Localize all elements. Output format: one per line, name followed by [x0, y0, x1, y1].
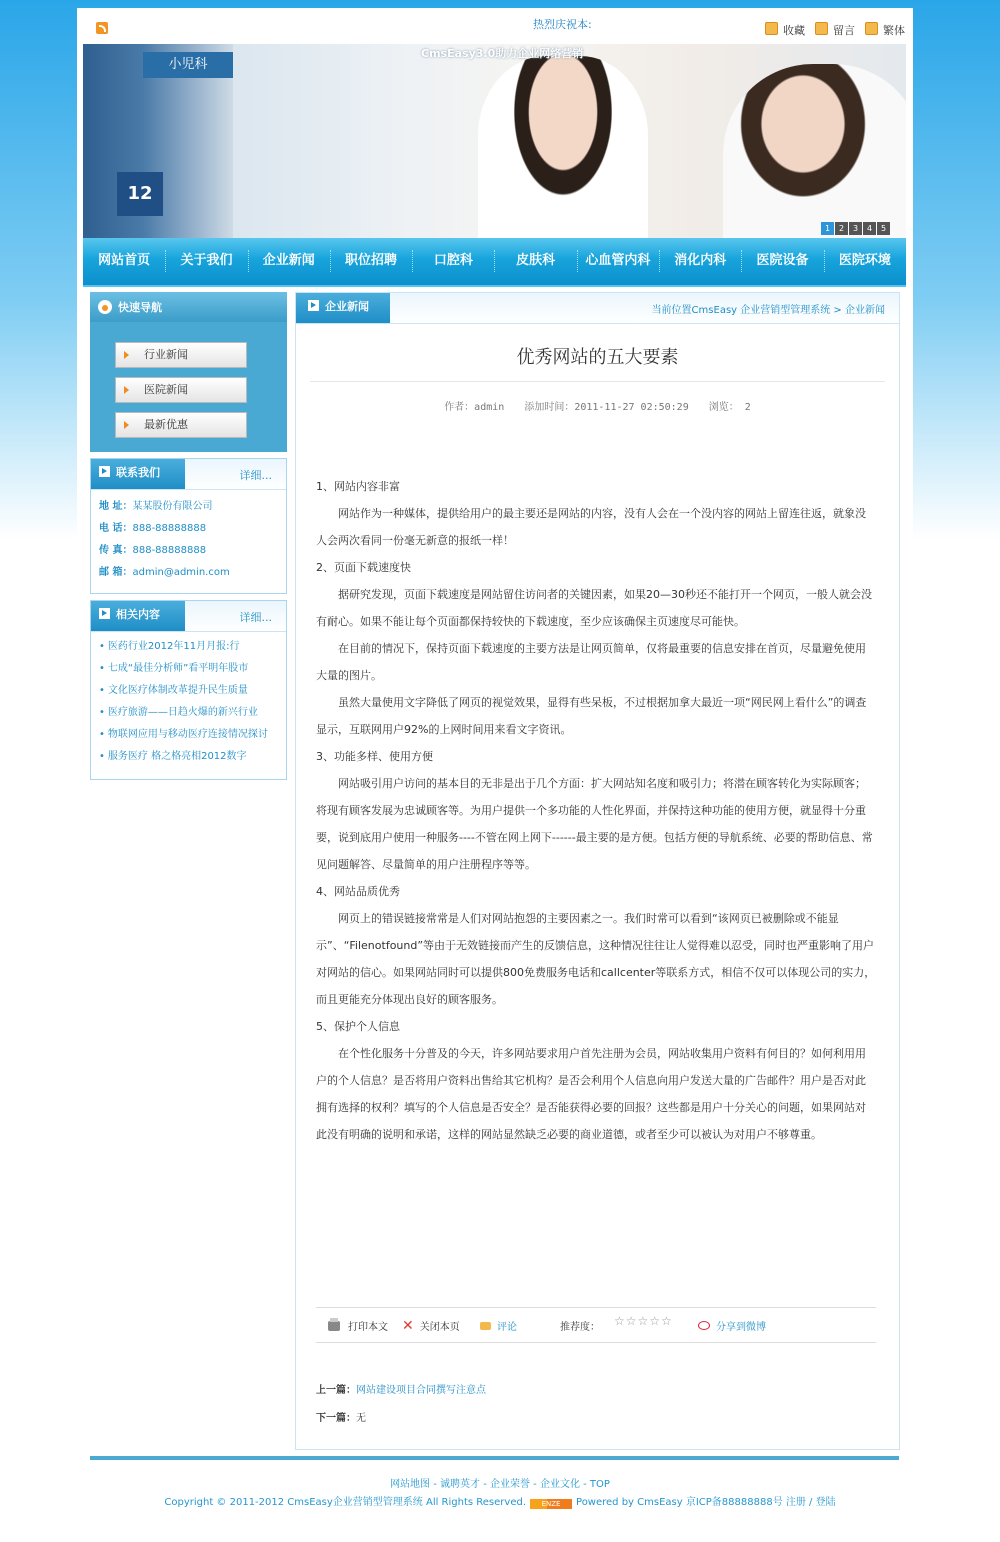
- banner-room-number: 12: [117, 172, 163, 216]
- article-author: 作者：admin: [444, 402, 505, 413]
- quick-nav-offers[interactable]: 最新优惠: [115, 412, 247, 438]
- related-item[interactable]: • 七成“最佳分析师”看平明年股市: [99, 658, 278, 680]
- nav-dental[interactable]: 口腔科: [412, 238, 494, 285]
- pager-dot-1[interactable]: 1: [821, 222, 834, 235]
- top-links: [765, 22, 905, 38]
- footer-divider: [90, 1456, 899, 1460]
- nav-home[interactable]: 网站首页: [98, 253, 151, 268]
- article-section-heading: 1、网站内容非富: [316, 480, 400, 493]
- comment-icon: [480, 1322, 491, 1330]
- bookmark-icon: [765, 22, 778, 35]
- bookmark-link[interactable]: 收藏: [765, 22, 805, 38]
- prev-article: 上一篇：网站建设项目合同撰写注意点: [316, 1385, 486, 1396]
- footer-links[interactable]: 网站地图 - 诚聘英才 - 企业荣誉 - 企业文化 - TOP: [390, 1479, 610, 1490]
- nav-cardiology[interactable]: 心血管内科: [577, 238, 659, 285]
- related-item[interactable]: • 医疗旅游——日趋火爆的新兴行业: [99, 702, 278, 724]
- article-panel: [295, 292, 900, 1450]
- comment-button[interactable]: 评论: [480, 1318, 517, 1333]
- pager-dot-2[interactable]: 2: [835, 222, 848, 235]
- contact-more-link[interactable]: 详细...: [239, 469, 272, 482]
- article-title: 优秀网站的五大要素: [310, 343, 885, 382]
- footer: [0, 1476, 1000, 1512]
- close-page-button[interactable]: ✕ 关闭本页: [402, 1317, 460, 1334]
- contact-email: 邮 箱：admin@admin.com: [99, 567, 230, 578]
- enze-badge[interactable]: ENZE: [530, 1499, 572, 1509]
- related-tab: 相关内容: [91, 601, 185, 631]
- powered-text[interactable]: Powered by CmsEasy 京ICP备88888888号 注册 / 登陆: [576, 1497, 836, 1508]
- arrow-icon: [99, 466, 110, 477]
- arrow-icon: [99, 608, 110, 619]
- contact-tab: 联系我们: [91, 459, 185, 489]
- quick-nav-title: 快速导航: [118, 301, 162, 314]
- related-more-link[interactable]: 详细...: [239, 611, 272, 624]
- quick-nav-industry-news[interactable]: 行业新闻: [115, 342, 247, 368]
- traditional-icon: [865, 22, 878, 35]
- prev-next: [316, 1377, 486, 1433]
- share-weibo-button[interactable]: 分享到微博: [698, 1318, 766, 1333]
- article-section-heading: 3、功能多样、使用方便: [316, 750, 433, 763]
- article-section-heading: 5、保护个人信息: [316, 1020, 400, 1033]
- contact-box: [90, 458, 287, 594]
- traditional-chinese-link[interactable]: 繁体: [865, 22, 905, 38]
- next-article: 下一篇：无: [316, 1413, 366, 1424]
- quick-nav-icon: [98, 300, 112, 314]
- article-tab: 企业新闻: [296, 293, 390, 323]
- contact-fax: 传 真：888-88888888: [99, 545, 207, 556]
- article-paragraph: 虽然大量使用文字降低了网页的视觉效果，显得有些呆板，不过根据加拿大最近一项“网民网上看什么”的调查显示，互联网用户92%的上网时间用来看文字资讯。: [316, 696, 867, 736]
- rating-label: 推荐度：: [560, 1322, 600, 1333]
- contact-header: [91, 459, 286, 490]
- related-item[interactable]: • 医药行业2012年11月月报:行: [99, 636, 278, 658]
- pager-dot-3[interactable]: 3: [849, 222, 862, 235]
- message-link[interactable]: 留言: [815, 22, 855, 38]
- nav-gastro[interactable]: 消化内科: [659, 238, 741, 285]
- related-list: [91, 632, 286, 772]
- prev-article-link[interactable]: 网站建设项目合同撰写注意点: [356, 1385, 486, 1396]
- contact-address: 地 址：某某股份有限公司: [99, 501, 213, 512]
- print-button[interactable]: 打印本文: [328, 1318, 388, 1333]
- contact-phone: 电 话：888-88888888: [99, 523, 207, 534]
- printer-icon: [328, 1321, 340, 1331]
- article-paragraph: 网站作为一种媒体，提供给用户的最主要还是网站的内容，没有人会在一个没内容的网站上留连往返，就象没人会两次看同一份毫无新意的报纸一样！: [316, 507, 866, 547]
- weibo-icon: [698, 1321, 710, 1330]
- copyright-text: Copyright © 2011-2012 CmsEasy企业营销型管理系统 All Rights Reserved.: [164, 1497, 527, 1508]
- article-date: 添加时间：2011-11-27 02:50:29: [524, 402, 689, 413]
- arrow-right-icon: [124, 386, 129, 394]
- arrow-right-icon: [124, 421, 129, 429]
- footer-copyright-line: [0, 1494, 1000, 1512]
- article-section-heading: 2、页面下载速度快: [316, 561, 411, 574]
- pager-dot-5[interactable]: 5: [877, 222, 890, 235]
- related-header: [91, 601, 286, 632]
- article-paragraph: 在个性化服务十分普及的今天，许多网站要求用户首先注册为会员，网站收集用户资料有何目的？如何利用用户的个人信息？是否将用户资料出售给其它机构？是否会利用个人信息向用户发送大量的广告邮件？用户是否对此拥有选择的权利？填写的个人信息是否安全？是否能获得必要的回报？这些都是用户十分关心的问题，如果网站对此没有明确的说明和承诺，这样的网站显然缺乏必要的商业道德，或者至少可以被认为对用户不够尊重。: [316, 1047, 866, 1141]
- banner-sign: 小児科: [143, 52, 233, 78]
- breadcrumb[interactable]: 当前位置CmsEasy 企业营销型管理系统 > 企业新闻: [651, 305, 885, 316]
- quick-nav-hospital-news[interactable]: 医院新闻: [115, 377, 247, 403]
- article-paragraph: 网站吸引用户访问的基本目的无非是出于几个方面：扩大网站知名度和吸引力；将潜在顾客转化为实际顾客；将现有顾客发展为忠诚顾客等。为用户提供一个多功能的人性化界面，并保持这种功能的使用方便，就显得十分重要，说到底用户使用一种服务----不管在网上网下------最主要的是方便。包括方便的导航系统、必要的帮助信息、常见问题解答、尽量简单的用户注册程序等等。: [316, 777, 873, 871]
- article-section-heading: 4、网站品质优秀: [316, 885, 400, 898]
- article-views: 浏览： 2: [708, 402, 751, 413]
- nav-equipment[interactable]: 医院设备: [741, 238, 823, 285]
- hero-banner: [83, 44, 906, 240]
- rating-stars[interactable]: ☆☆☆☆☆: [614, 1314, 673, 1328]
- related-item[interactable]: • 文化医疗体制改革提升民生质量: [99, 680, 278, 702]
- related-box: [90, 600, 287, 780]
- related-item[interactable]: • 物联网应用与移动医疗连接情况探讨: [99, 724, 278, 746]
- nav-news[interactable]: 企业新闻: [248, 238, 330, 285]
- article-paragraph: 在目前的情况下，保持页面下载速度的主要方法是让网页简单，仅将最重要的信息安排在首页，尽量避免使用大量的图片。: [316, 642, 866, 682]
- nav-dermatology[interactable]: 皮肤科: [494, 238, 576, 285]
- article-paragraph: 网页上的错误链接常常是人们对网站抱怨的主要因素之一。我们时常可以看到“该网页已被删除或不能显示”、“Filenotfound”等由于无效链接而产生的反馈信息，这种情况往往让人觉得难以忍受，同时也严重影响了用户对网站的信心。如果网站同时可以提供800免费服务电话和callcenter等联系方式，相信不仅可以体现公司的实力，而且更能充分体现出良好的顾客服务。: [316, 912, 876, 1006]
- article-header: [296, 293, 899, 324]
- nav-environment[interactable]: 医院环境: [824, 238, 906, 285]
- article-paragraph: 据研究发现，页面下载速度是网站留住访问者的关键因素，如果20—30秒还不能打开一个网页，一般人就会没有耐心。如果不能让每个页面都保持较快的下载速度，至少应该确保主页速度尽可能快。: [316, 588, 872, 628]
- banner-nurse-image: [723, 64, 906, 240]
- banner-pager: [821, 222, 890, 235]
- message-icon: [815, 22, 828, 35]
- arrow-right-icon: [124, 351, 129, 359]
- banner-caption: CmsEasy3.0助力企业网络营销: [421, 47, 584, 60]
- pager-dot-4[interactable]: 4: [863, 222, 876, 235]
- welcome-text: 热烈庆祝本:: [533, 18, 592, 31]
- related-item[interactable]: • 服务医疗 格之格亮相2012数字: [99, 746, 278, 768]
- article-meta: [310, 398, 885, 413]
- nav-jobs[interactable]: 职位招聘: [330, 238, 412, 285]
- quick-nav-header: [90, 292, 287, 322]
- quick-nav-panel: [90, 292, 287, 452]
- arrow-icon: [308, 300, 319, 311]
- article-body: [316, 473, 876, 1148]
- banner-doctor-image: [478, 56, 648, 240]
- contact-list: [91, 490, 286, 590]
- rss-icon[interactable]: [96, 22, 108, 34]
- nav-about[interactable]: 关于我们: [165, 238, 247, 285]
- close-icon: ✕: [402, 1317, 414, 1334]
- main-nav: [83, 238, 906, 287]
- article-tools: [316, 1307, 876, 1343]
